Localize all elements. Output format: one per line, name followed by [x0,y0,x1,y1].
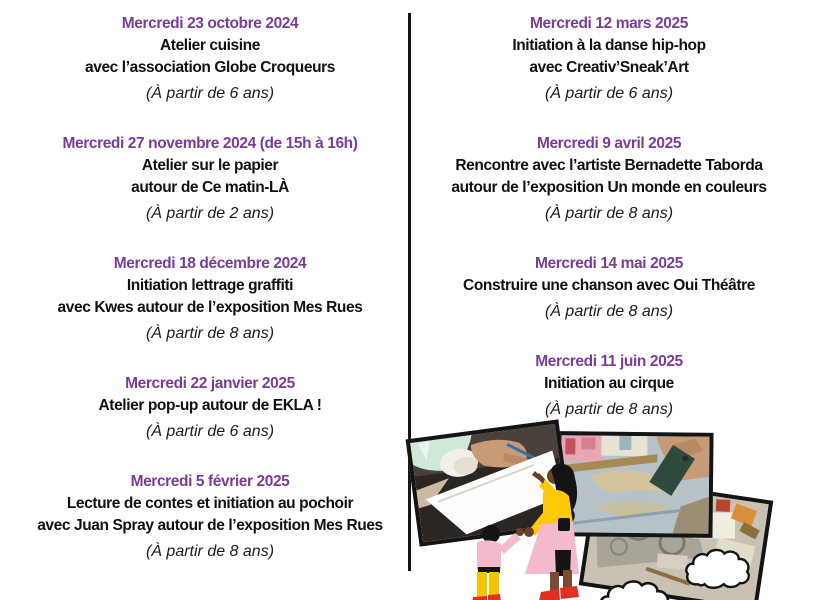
event-item [10,13,410,105]
event-subtitle: autour de l’exposition Un monde en couleurs [451,179,767,196]
event-date: Mercredi 18 décembre 2024 [113,255,307,272]
event-item [10,373,410,443]
left-column [10,13,410,591]
adult-child-illustration [455,458,615,600]
event-age: (À partir de 8 ans) [145,325,275,342]
event-title: Atelier cuisine [160,37,260,54]
event-age: (À partir de 8 ans) [145,543,275,560]
event-age: (À partir de 6 ans) [145,423,275,440]
event-date: Mercredi 5 février 2025 [130,473,290,490]
event-date: Mercredi 27 novembre 2024 (de 15h à 16h) [62,135,358,152]
event-date: Mercredi 14 mai 2025 [535,255,683,272]
event-item [420,351,798,421]
child-figure [472,525,524,600]
event-date: Mercredi 12 mars 2025 [530,15,688,32]
event-subtitle: avec Juan Spray autour de l’exposition Mes Rues [37,517,383,534]
event-item [420,13,798,105]
event-subtitle: avec Creativ’Sneak’Art [529,59,689,76]
event-title: Initiation lettrage graffiti [126,277,294,294]
event-title: Rencontre avec l’artiste Bernadette Taborda [455,157,763,174]
event-title: Atelier sur le papier [141,157,279,174]
event-age: (À partir de 8 ans) [544,205,674,222]
event-subtitle: autour de Ce matin-LÀ [131,179,289,196]
event-item [420,253,798,323]
event-item [10,253,410,345]
right-column [420,13,798,449]
event-date: Mercredi 11 juin 2025 [535,353,683,370]
event-title: Lecture de contes et initiation au pochoir [66,495,354,512]
event-title: Construire une chanson avec Oui Théâtre [463,277,755,294]
event-age: (À partir de 8 ans) [544,401,674,418]
event-date: Mercredi 23 octobre 2024 [121,15,299,32]
event-title: Atelier pop-up autour de EKLA ! [98,397,322,414]
event-item [10,471,410,563]
event-age: (À partir de 6 ans) [544,85,674,102]
event-age: (À partir de 8 ans) [544,303,674,320]
event-date: Mercredi 22 janvier 2025 [125,375,295,392]
event-subtitle: avec l’association Globe Croqueurs [85,59,335,76]
woman-figure [524,464,579,600]
event-item [10,133,410,225]
event-date: Mercredi 9 avril 2025 [536,135,682,152]
event-age: (À partir de 2 ans) [145,205,275,222]
event-title: Initiation à la danse hip-hop [512,37,706,54]
event-title: Initiation au cirque [544,375,674,392]
event-item [420,133,798,225]
event-subtitle: avec Kwes autour de l’exposition Mes Rues [57,299,363,316]
event-age: (À partir de 6 ans) [145,85,275,102]
cloud-icon [683,544,755,592]
